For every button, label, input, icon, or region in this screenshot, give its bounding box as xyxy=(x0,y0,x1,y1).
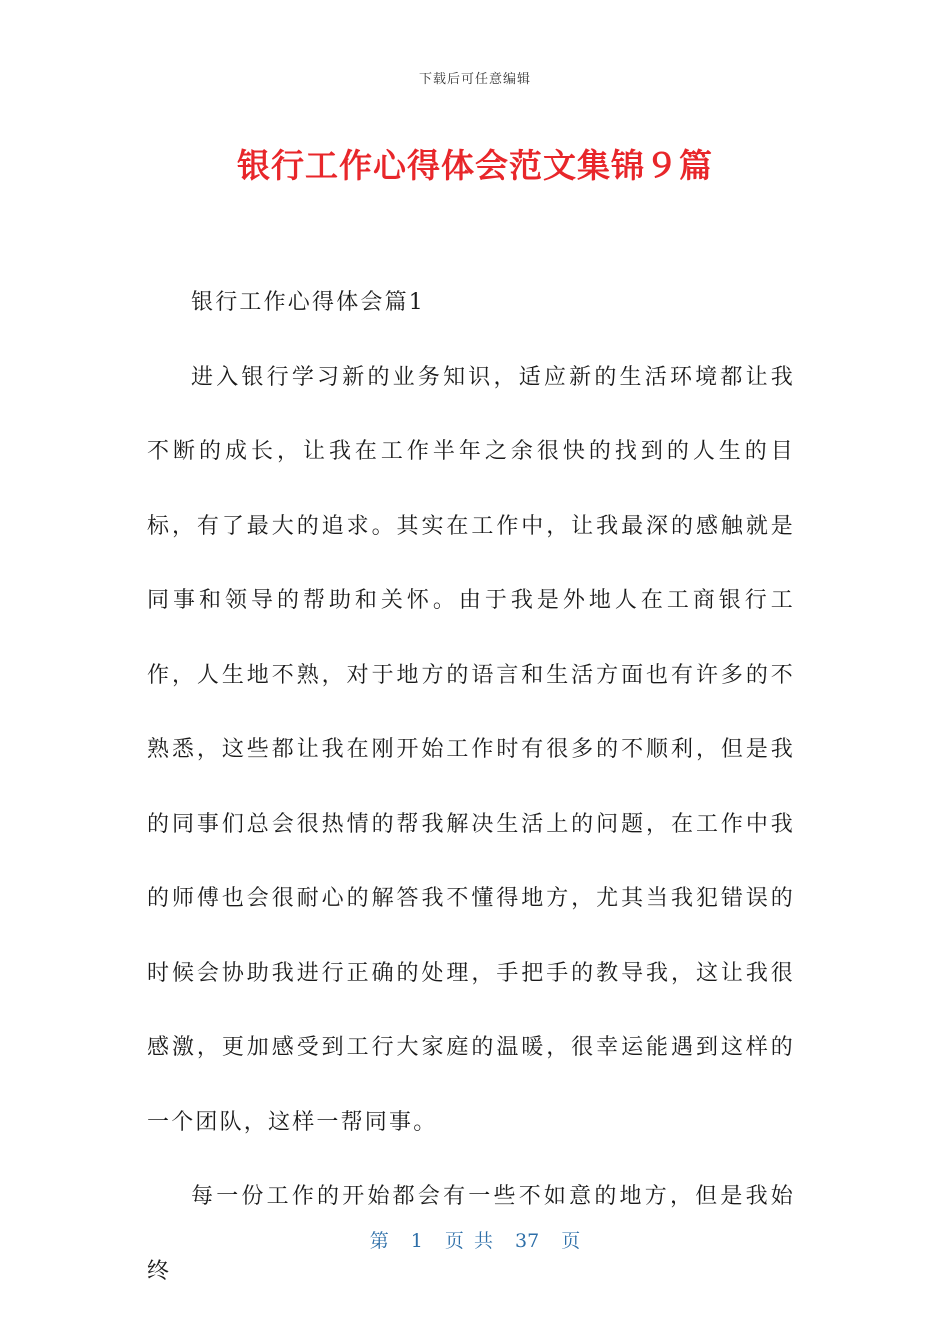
body-paragraph-1: 进入银行学习新的业务知识，适应新的生活环境都让我不断的成长，让我在工作半年之余很快的找到的人生的目标，有了最大的追求。其实在工作中，让我最深的感触就是同事和领导的帮助和关怀。由于我是外地人在工商银行工作，人生地不熟，对于地方的语言和生活方面也有许多的不熟悉，这些都让我在刚开始工作时有很多的不顺利，但是我的同事们总会很热情的帮我解决生活上的问题，在工作中我的师傅也会很耐心的解答我不懂得地方，尤其当我犯错误的时候会协助我进行正确的处理，手把手的教导我，这让我很感激，更加感受到工行大家庭的温暖，很幸运能遇到这样的一个团队，这样一帮同事。 xyxy=(147,364,795,1135)
footer-total-pages: 37 xyxy=(515,1230,540,1252)
page-footer xyxy=(0,1226,950,1253)
footer-label-mid: 页 共 xyxy=(444,1230,493,1252)
footer-label-prefix: 第 xyxy=(369,1230,389,1252)
section-heading: 银行工作心得体会篇1 xyxy=(191,290,425,315)
footer-label-suffix: 页 xyxy=(561,1230,581,1252)
document-title: 银行工作心得体会范文集锦９篇 xyxy=(237,146,713,185)
footer-current-page: 1 xyxy=(410,1230,423,1252)
header-note: 下载后可任意编辑 xyxy=(418,72,531,87)
document-body xyxy=(147,266,795,1309)
body-paragraph-2: 每一份工作的开始都会有一些不如意的地方，但是我始终 xyxy=(147,1184,795,1284)
